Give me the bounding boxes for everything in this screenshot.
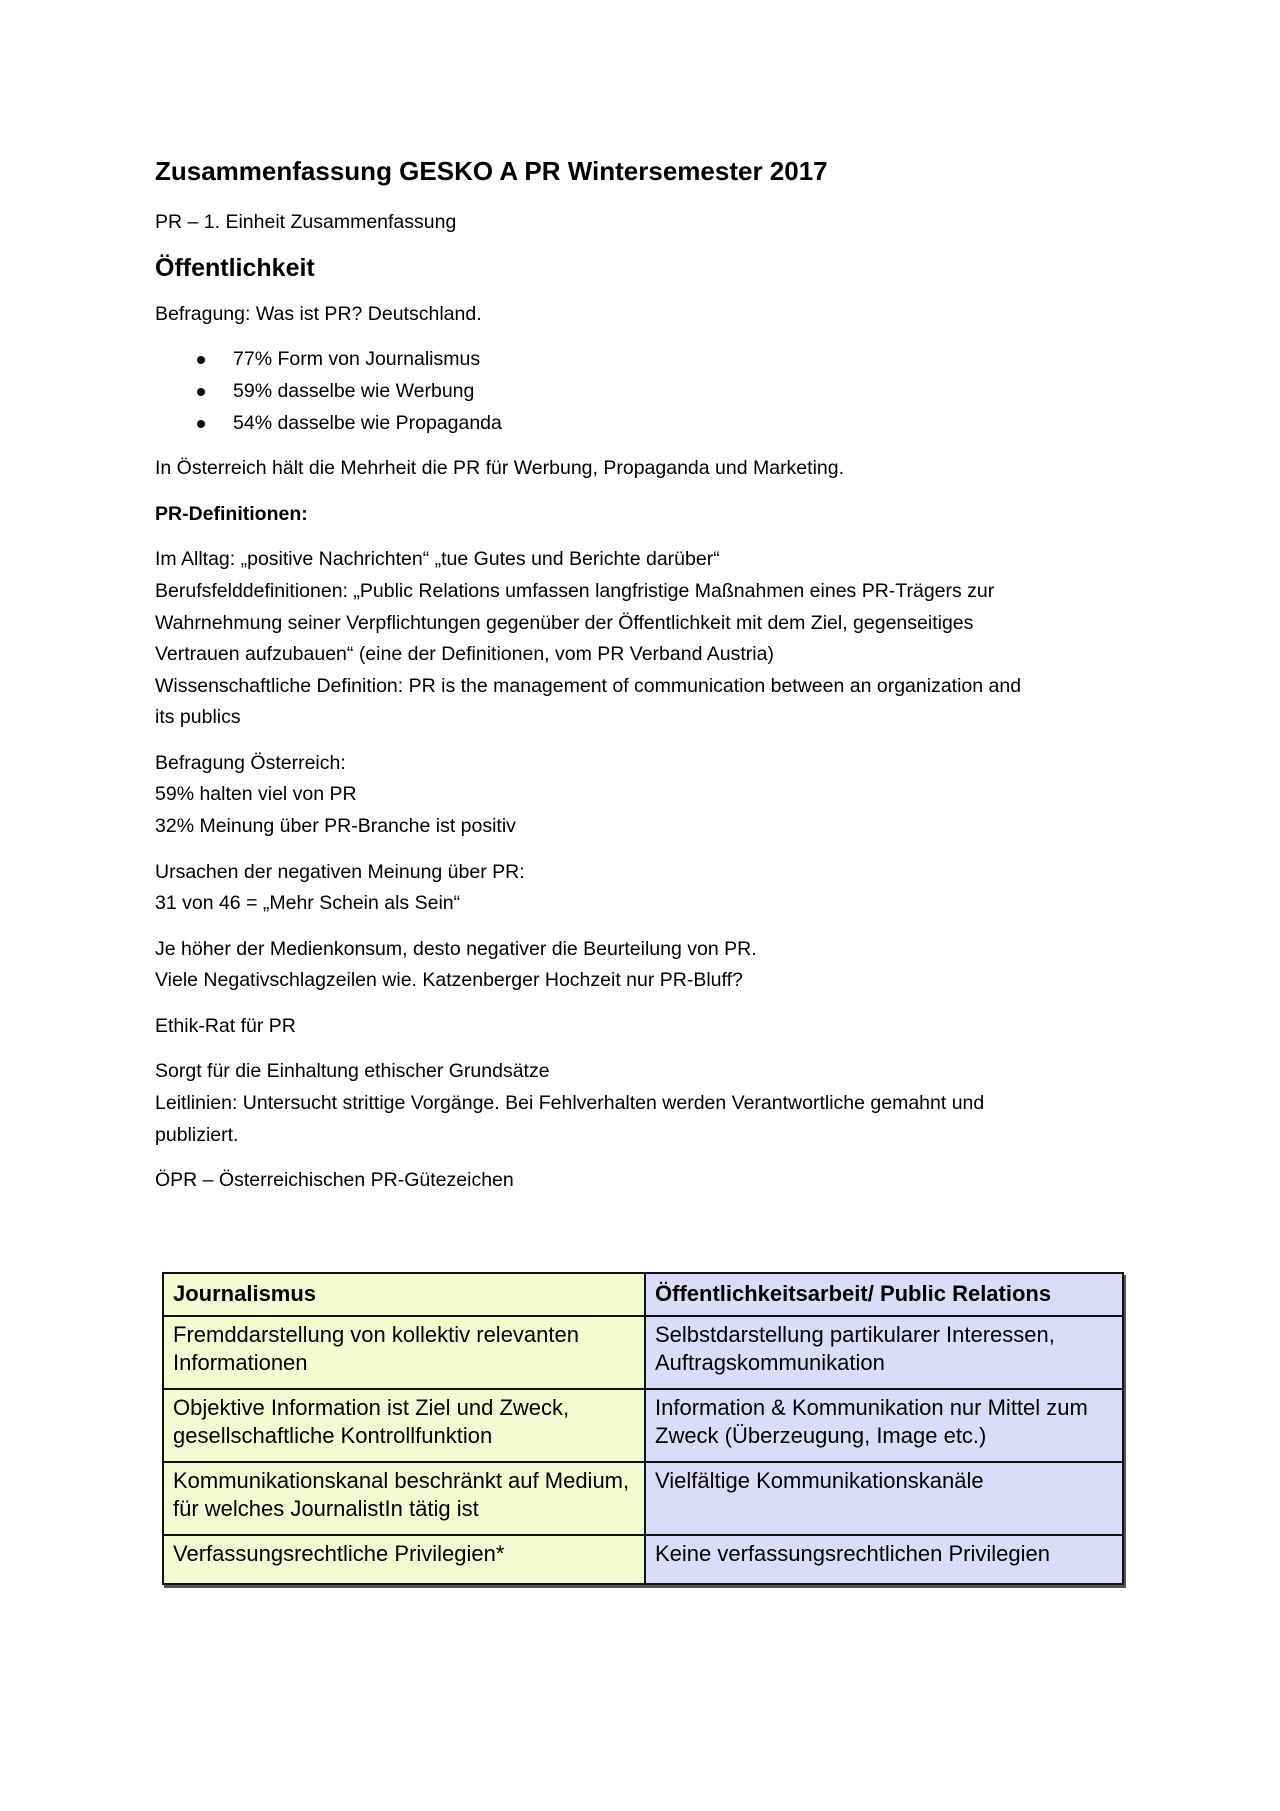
pr-cell: Selbstdarstellung partikularer Interessen, Auftragskommunikation [645, 1316, 1123, 1389]
document-subtitle: PR – 1. Einheit Zusammenfassung [155, 210, 457, 233]
definition-line: Vertrauen aufzubauen“ (eine der Definitionen, vom PR Verband Austria) [155, 643, 774, 666]
austria-survey-block [155, 748, 1130, 843]
comparison-table [162, 1272, 1124, 1585]
table-row [163, 1535, 1123, 1584]
austria-majority-text: In Österreich hält die Mehrheit die PR für Werbung, Propaganda und Marketing. [155, 457, 845, 480]
negative-causes-block [155, 857, 1130, 920]
negative-causes-line: Ursachen der negativen Meinung über PR: [155, 860, 525, 883]
definition-line: Wahrnehmung seiner Verpflichtungen gegenüber der Öffentlichkeit mit dem Ziel, gegenseitiges [155, 611, 974, 634]
survey-intro: Befragung: Was ist PR? Deutschland. [155, 302, 482, 325]
definitions-block [155, 544, 1130, 733]
ethics-line: Sorgt für die Einhaltung ethischer Grundsätze [155, 1060, 550, 1083]
table-row [163, 1462, 1123, 1535]
definition-line: its publics [155, 706, 241, 729]
survey-item: 54% dasselbe wie Propaganda [233, 408, 1130, 440]
pr-cell: Information & Kommunikation nur Mittel zum Zweck (Überzeugung, Image etc.) [645, 1389, 1123, 1462]
austria-survey-line: Befragung Österreich: [155, 751, 346, 774]
journalism-cell: Kommunikationskanal beschränkt auf Medium, für welches JournalistIn tätig ist [163, 1462, 645, 1535]
austria-survey-line: 59% halten viel von PR [155, 783, 357, 806]
header-public-relations: Öffentlichkeitsarbeit/ Public Relations [645, 1273, 1123, 1316]
header-journalism: Journalismus [163, 1273, 645, 1316]
survey-item: 77% Form von Journalismus [233, 344, 1130, 376]
pr-cell: Vielfältige Kommunikationskanäle [645, 1462, 1123, 1535]
survey-list [155, 344, 1130, 439]
definitions-heading: PR-Definitionen: [155, 502, 308, 525]
austria-survey-line: 32% Meinung über PR-Branche ist positiv [155, 814, 516, 837]
document-title: Zusammenfassung GESKO A PR Wintersemester 2017 [155, 156, 828, 186]
ethics-line: Leitlinien: Untersucht strittige Vorgänge. Bei Fehlverhalten werden Verantwortliche gemahnt und [155, 1092, 985, 1115]
journalism-cell: Verfassungsrechtliche Privilegien* [163, 1535, 645, 1584]
opr-label: ÖPR – Österreichischen PR-Gütezeichen [155, 1169, 514, 1192]
ethics-line: publiziert. [155, 1123, 239, 1146]
table-row [163, 1316, 1123, 1389]
negative-causes-line: 31 von 46 = „Mehr Schein als Sein“ [155, 892, 461, 915]
definition-line: Im Alltag: „positive Nachrichten“ „tue Gutes und Berichte darüber“ [155, 548, 720, 571]
media-line: Viele Negativschlagzeilen wie. Katzenberger Hochzeit nur PR-Bluff? [155, 969, 743, 992]
table-header-row [163, 1273, 1123, 1316]
ethics-council-label: Ethik-Rat für PR [155, 1014, 296, 1037]
media-line: Je höher der Medienkonsum, desto negativer die Beurteilung von PR. [155, 937, 757, 960]
definition-line: Wissenschaftliche Definition: PR is the management of communication between an organization and [155, 674, 1022, 697]
definition-line: Berufsfelddefinitionen: „Public Relations umfassen langfristige Maßnahmen eines PR-Trägers zur [155, 579, 995, 602]
table-row [163, 1389, 1123, 1462]
journalism-cell: Fremddarstellung von kollektiv relevanten Informationen [163, 1316, 645, 1389]
ethics-block [155, 1056, 1130, 1151]
journalism-cell: Objektive Information ist Ziel und Zweck, gesellschaftliche Kontrollfunktion [163, 1389, 645, 1462]
survey-item: 59% dasselbe wie Werbung [233, 376, 1130, 408]
section-heading: Öffentlichkeit [155, 254, 315, 283]
document-page [155, 155, 1130, 1211]
pr-cell: Keine verfassungsrechtlichen Privilegien [645, 1535, 1123, 1584]
media-block [155, 934, 1130, 997]
